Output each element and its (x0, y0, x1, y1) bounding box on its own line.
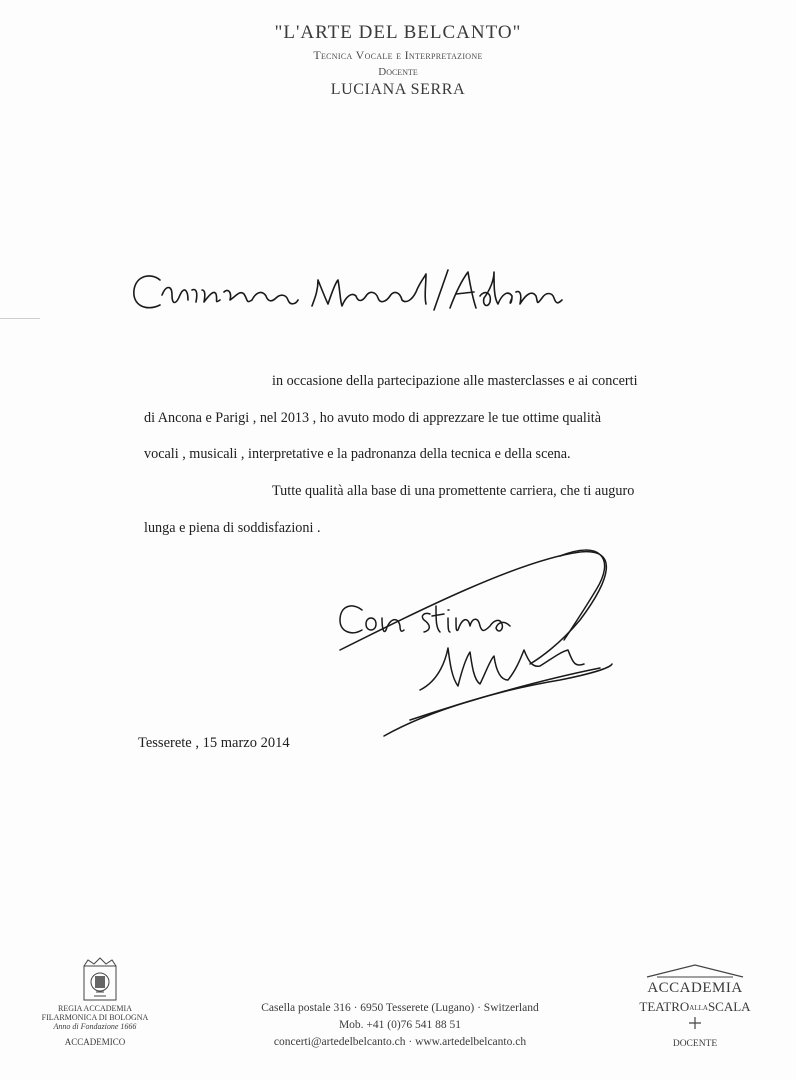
footer-left-line2: FILARMONICA DI BOLOGNA (41, 1013, 149, 1022)
footer-right-teatro: TEATRO (639, 999, 690, 1014)
letterhead-subtitle: Tecnica Vocale e Interpretazione (313, 48, 483, 62)
handwritten-salutation (0, 250, 796, 330)
footer-left-line1: REGIA ACCADEMIA (57, 1004, 132, 1013)
body-line-2: di Ancona e Parigi , nel 2013 , ho avuto modo di apprezzare le tue ottime qualità (144, 410, 602, 426)
scala-emblem-icon (689, 1017, 701, 1029)
footer-left-role: ACCADEMICO (64, 1037, 126, 1047)
footer-left-line3: Anno di Fondazione 1666 (53, 1022, 137, 1031)
body-line-3: vocali , musicali , interpretative e la padronanza della tecnica e della scena. (144, 446, 571, 462)
footer-right-role: DOCENTE (672, 1039, 718, 1049)
teatro-roof-icon (645, 963, 745, 979)
footer-right-scala: SCALA (707, 999, 751, 1014)
body-line-4: Tutte qualità alla base di una promettente carriera, che ti auguro (272, 483, 635, 499)
place-date: Tesserete , 15 marzo 2014 (138, 735, 290, 751)
letterhead-name: LUCIANA SERRA (330, 81, 466, 98)
bologna-crest-icon (80, 958, 120, 1004)
letterhead-role: Docente (378, 66, 418, 78)
footer-right-line1: ACCADEMIA (647, 980, 743, 996)
footer-right-line2 (625, 999, 765, 1015)
body-line-5: lunga e piena di soddisfazioni . (144, 520, 321, 536)
footer-right-alla: ALLA (689, 1004, 708, 1013)
footer-phone: Mob. +41 (0)76 541 88 51 (338, 1019, 462, 1031)
footer-web: concerti@artedelbelcanto.ch · www.artedelbelcanto.ch (273, 1036, 527, 1048)
body-line-1: in occasione della partecipazione alle masterclasses e ai concerti (272, 373, 638, 389)
handwritten-closing-signature (0, 540, 796, 760)
letterhead-title: "L'ARTE DEL BELCANTO" (274, 22, 522, 43)
footer-address: Casella postale 316 · 6950 Tesserete (Lugano) · Switzerland (261, 1002, 539, 1014)
